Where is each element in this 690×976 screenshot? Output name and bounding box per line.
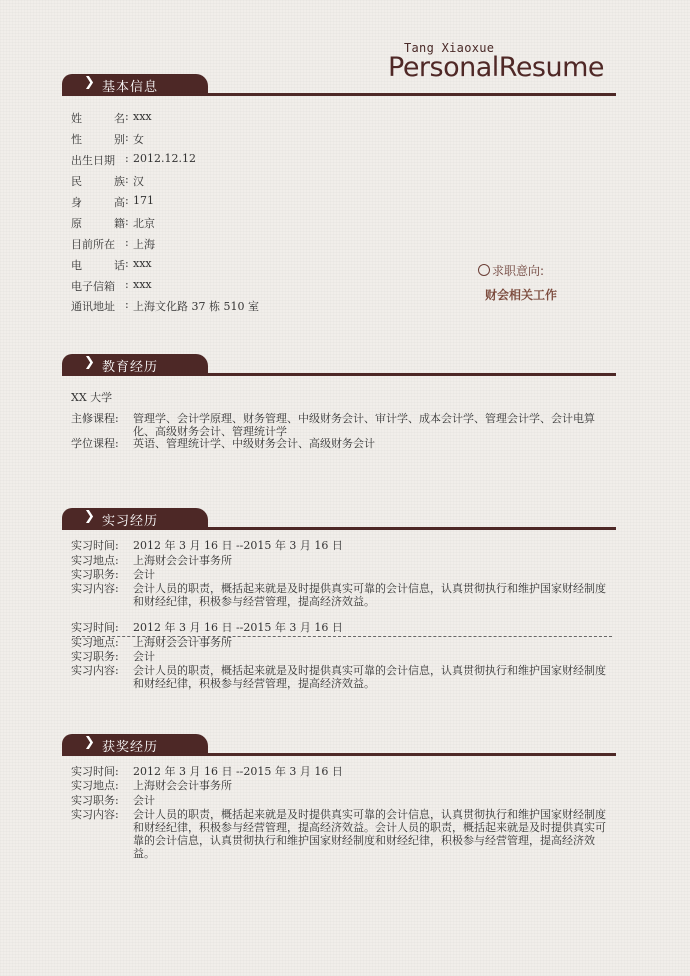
content-label: 实习内容: [71, 582, 119, 595]
position-label: 实习职务: [71, 568, 119, 581]
position-value: 会计 [133, 650, 155, 663]
info-label: 电话 [71, 259, 125, 272]
content-text: 会计人员的职责，概括起来就是及时提供真实可靠的会计信息，认真贯彻执行和维护国家财经制度和财经纪律，积极参与经营管理，提高经济效益。 [133, 582, 606, 608]
info-label: 身高 [71, 196, 125, 209]
info-value: 2012.12.12 [133, 152, 196, 165]
content-text: 会计人员的职责，概括起来就是及时提供真实可靠的会计信息，认真贯彻执行和维护国家财经制度和财经纪律，积极参与经营管理，提高经济效益。 [133, 664, 606, 690]
section-title: 教育经历 [102, 360, 159, 375]
info-value: 171 [133, 194, 154, 207]
position-label: 实习职务: [71, 794, 119, 807]
info-value: 汉 [133, 175, 144, 188]
degree-courses-label: 学位课程: [71, 437, 119, 450]
info-value: xxx [133, 110, 152, 123]
info-value: 北京 [133, 217, 155, 230]
info-label: 民族 [71, 175, 125, 188]
position-value: 会计 [133, 568, 155, 581]
job-intent-value: 财会相关工作 [485, 288, 558, 302]
time-label: 实习时间: [71, 765, 119, 778]
section-title: 基本信息 [102, 80, 159, 95]
place-label: 实习地点: [71, 554, 119, 567]
circle-icon [478, 264, 490, 276]
chevron-right-icon: ❯ [84, 509, 95, 524]
time-label: 实习时间: [71, 621, 119, 634]
chevron-right-icon: ❯ [84, 75, 95, 90]
section-header-internship [62, 508, 616, 530]
resume-title: PersonalResume [388, 52, 605, 83]
section-header-education [62, 354, 616, 376]
place-value: 上海财会会计事务所 [133, 554, 232, 567]
content-text: 会计人员的职责，概括起来就是及时提供真实可靠的会计信息，认真贯彻执行和维护国家财经制度和财经纪律，积极参与经营管理，提高经济效益。会计人员的职责，概括起来就是及时提供真实可靠的会计信息，认真贯彻执行和维护国家财经制度和财经纪律，积极参与经营管理，提高经济效益。 [133, 808, 606, 860]
job-intent-label: 求职意向: [492, 264, 545, 278]
info-label: 通讯地址 [71, 300, 115, 313]
place-value: 上海财会会计事务所 [133, 779, 232, 792]
time-value: 2012 年 3 月 16 日 --2015 年 3 月 16 日 [133, 765, 343, 778]
degree-courses-text: 英语、管理统计学、中级财务会计、高级财务会计 [133, 437, 375, 450]
courses-label: 主修课程: [71, 412, 119, 425]
time-label: 实习时间: [71, 539, 119, 552]
info-value: 上海 [133, 238, 155, 251]
info-label: 性别 [71, 133, 125, 146]
section-header-awards [62, 734, 616, 756]
english-name: Tang Xiaoxue [404, 41, 495, 55]
place-label: 实习地点: [71, 636, 119, 649]
chevron-right-icon: ❯ [84, 735, 95, 750]
info-value: xxx [133, 257, 152, 270]
content-label: 实习内容: [71, 664, 119, 677]
info-label: 姓名 [71, 112, 125, 125]
info-value: 女 [133, 133, 144, 146]
info-value: xxx [133, 278, 152, 291]
info-label: 目前所在 [71, 238, 115, 251]
chevron-right-icon: ❯ [84, 355, 95, 370]
position-value: 会计 [133, 794, 155, 807]
time-value: 2012 年 3 月 16 日 --2015 年 3 月 16 日 [133, 621, 343, 634]
info-value: 上海文化路 37 栋 510 室 [133, 300, 259, 313]
school-name: XX 大学 [71, 391, 113, 404]
place-label: 实习地点: [71, 779, 119, 792]
info-label: 出生日期 [71, 154, 115, 167]
section-title: 获奖经历 [102, 740, 159, 755]
section-header-basic [62, 74, 616, 96]
info-label: 电子信箱 [71, 280, 115, 293]
courses-text: 管理学、会计学原理、财务管理、中级财务会计、审计学、成本会计学、管理会计学、会计电算化、高级财务会计、管理统计学 [133, 412, 595, 438]
time-value: 2012 年 3 月 16 日 --2015 年 3 月 16 日 [133, 539, 343, 552]
info-label: 原籍 [71, 217, 125, 230]
position-label: 实习职务: [71, 650, 119, 663]
place-value: 上海财会会计事务所 [133, 636, 232, 649]
content-label: 实习内容: [71, 808, 119, 821]
section-title: 实习经历 [102, 514, 159, 529]
